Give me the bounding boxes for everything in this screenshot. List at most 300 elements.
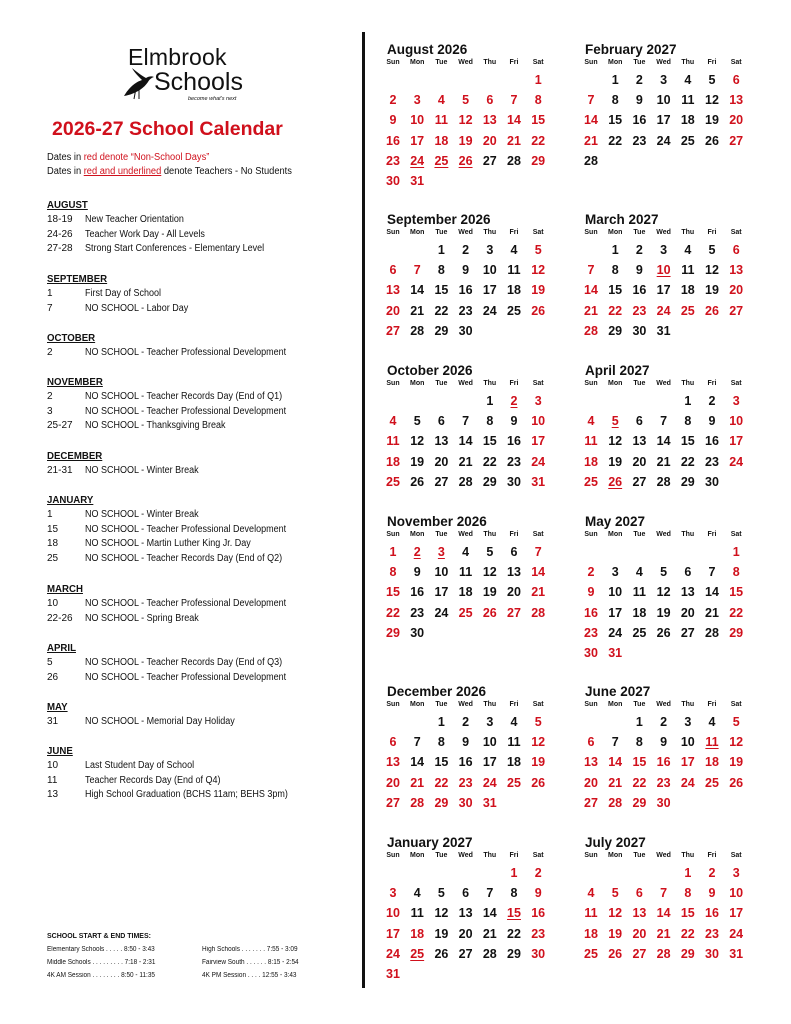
weekday-label: Sun bbox=[584, 229, 598, 236]
weekday-label: Mon bbox=[607, 229, 623, 236]
calendar-day: 6 bbox=[732, 243, 740, 257]
calendar-day: 27 bbox=[632, 946, 647, 961]
calendar-day: 23 bbox=[584, 625, 598, 640]
calendar-day: 6 bbox=[462, 886, 470, 901]
month-title: December 2026 bbox=[387, 684, 487, 699]
calendar-day: 20 bbox=[632, 454, 647, 469]
calendar-day: 6 bbox=[486, 93, 494, 108]
calendar-day: 11 bbox=[681, 93, 695, 108]
calendar-day: 18 bbox=[705, 755, 719, 770]
calendar-day: 25 bbox=[458, 605, 473, 620]
calendar-day: 10 bbox=[608, 585, 623, 600]
calendar-day: 30 bbox=[584, 646, 598, 660]
weekday-label: Sun bbox=[386, 701, 400, 708]
calendar-day: 26 bbox=[482, 605, 497, 620]
calendar-day: 17 bbox=[680, 755, 695, 770]
calendar-day: 8 bbox=[389, 565, 397, 580]
calendar-day: 12 bbox=[531, 735, 546, 750]
calendar-day: 10 bbox=[729, 886, 744, 901]
weekday-label: Wed bbox=[458, 380, 473, 387]
calendar-day: 16 bbox=[410, 585, 425, 600]
calendar-day: 23 bbox=[656, 775, 671, 790]
weekday-label: Fri bbox=[509, 701, 519, 708]
weekday-label: Fri bbox=[707, 229, 717, 236]
calendar-day: 30 bbox=[458, 795, 473, 810]
calendar-day: 17 bbox=[729, 434, 744, 449]
event-date: 27-28 bbox=[47, 243, 73, 254]
weekday-label: Mon bbox=[607, 531, 623, 538]
event-date: 24-26 bbox=[47, 228, 73, 240]
weekday-label: Sun bbox=[584, 701, 598, 708]
calendar-day: 18 bbox=[386, 454, 400, 469]
calendar-day: 21 bbox=[656, 454, 671, 469]
calendar-day: 16 bbox=[656, 755, 671, 770]
calendar-day: 23 bbox=[632, 133, 647, 148]
calendar-day: 14 bbox=[608, 755, 623, 770]
calendar-day: 5 bbox=[462, 93, 470, 108]
calendar-day: 17 bbox=[482, 283, 497, 298]
calendar-day: 9 bbox=[635, 263, 643, 278]
heron-logo-icon bbox=[122, 66, 156, 100]
calendar-day: 19 bbox=[482, 585, 497, 600]
calendar-day: 11 bbox=[434, 113, 448, 128]
calendar-day: 25 bbox=[680, 303, 695, 318]
calendar-day: 17 bbox=[410, 133, 425, 148]
calendar-day: 18 bbox=[584, 454, 598, 469]
legend1-red-text: red denote “Non-School Days” bbox=[83, 152, 210, 163]
weekday-label: Sun bbox=[386, 852, 400, 859]
calendar-day: 8 bbox=[611, 263, 619, 278]
calendar-day: 17 bbox=[608, 605, 623, 620]
calendar-day: 17 bbox=[386, 926, 400, 941]
event-row bbox=[47, 228, 347, 243]
calendar-day: 16 bbox=[458, 283, 473, 298]
calendar-day: 4 bbox=[635, 565, 643, 580]
weekday-label: Sat bbox=[730, 380, 742, 387]
calendar-day: 30 bbox=[705, 474, 719, 489]
event-date: 1 bbox=[47, 288, 53, 299]
calendar-day: 12 bbox=[656, 585, 671, 600]
calendar-day: 29 bbox=[608, 323, 623, 338]
calendar-day: 23 bbox=[531, 926, 546, 941]
calendar-day: 18 bbox=[507, 755, 521, 770]
calendar-day: 22 bbox=[608, 133, 623, 148]
weekday-label: Thu bbox=[483, 229, 497, 236]
calendar-day: 18 bbox=[410, 926, 425, 941]
calendar-day: 20 bbox=[458, 926, 473, 941]
calendar-day: 6 bbox=[510, 545, 518, 559]
calendar-day: 15 bbox=[680, 906, 695, 921]
calendar-day: 9 bbox=[510, 414, 518, 429]
legend2-suffix: denote Teachers - No Students bbox=[161, 166, 292, 177]
calendar-day: 26 bbox=[434, 946, 449, 961]
calendar-day: 25 bbox=[507, 775, 521, 790]
weekday-label: Sun bbox=[386, 380, 400, 387]
calendar-day: 3 bbox=[413, 93, 421, 108]
weekday-label: Thu bbox=[483, 59, 497, 66]
calendar-day: 28 bbox=[507, 153, 521, 168]
events-month-heading: MAY bbox=[47, 701, 68, 713]
weekday-label: Wed bbox=[458, 701, 473, 708]
calendar-day: 20 bbox=[680, 605, 695, 620]
calendar-day: 28 bbox=[410, 323, 425, 338]
calendar-day: 30 bbox=[386, 174, 400, 188]
events-may bbox=[47, 701, 347, 730]
event-date: 10 bbox=[47, 760, 59, 771]
events-june bbox=[47, 745, 347, 803]
calendar-day: 3 bbox=[486, 715, 494, 729]
legend-teachers-only bbox=[47, 166, 292, 177]
weekday-label: Fri bbox=[509, 852, 519, 859]
calendar-day: 28 bbox=[482, 946, 497, 961]
calendar-day: 11 bbox=[584, 906, 598, 921]
calendar-day: 6 bbox=[389, 263, 397, 278]
calendar-day: 22 bbox=[680, 926, 695, 941]
event-text: NO SCHOOL - Winter Break bbox=[85, 465, 199, 476]
calendar-day: 3 bbox=[660, 243, 668, 257]
weekday-label: Sat bbox=[532, 229, 544, 236]
weekday-label: Wed bbox=[458, 229, 473, 236]
calendar-day: 7 bbox=[611, 735, 619, 750]
elmbrook-logo bbox=[122, 44, 272, 104]
month-title: April 2027 bbox=[585, 363, 650, 378]
event-text: NO SCHOOL - Teacher Professional Development bbox=[85, 347, 287, 358]
weekday-label: Mon bbox=[607, 59, 623, 66]
event-date: 1 bbox=[47, 509, 53, 520]
month-title: September 2026 bbox=[387, 212, 491, 227]
calendar-day: 11 bbox=[632, 585, 646, 600]
calendar-day: 7 bbox=[534, 545, 542, 559]
calendar-day: 11 bbox=[681, 263, 695, 278]
weekday-label: Tue bbox=[633, 701, 646, 708]
calendar-day: 9 bbox=[660, 735, 668, 750]
weekday-label: Wed bbox=[458, 531, 473, 538]
calendar-day: 27 bbox=[386, 323, 400, 338]
calendar-day: 11 bbox=[458, 565, 473, 580]
weekday-label: Mon bbox=[409, 59, 425, 66]
weekday-label: Sat bbox=[532, 852, 544, 859]
calendar-day: 15 bbox=[608, 113, 623, 128]
calendar-day: 17 bbox=[482, 755, 497, 770]
event-row bbox=[47, 612, 347, 627]
event-row bbox=[47, 671, 347, 686]
logo-text-elmbrook: Elmbrook bbox=[128, 44, 227, 70]
event-text: NO SCHOOL - Teacher Professional Development bbox=[85, 523, 287, 535]
event-date: 31 bbox=[47, 716, 59, 727]
calendar-day: 31 bbox=[729, 946, 744, 961]
event-row bbox=[47, 537, 347, 552]
calendar-day: 28 bbox=[656, 946, 671, 961]
calendar-day: 26 bbox=[608, 946, 623, 961]
event-date: 15 bbox=[47, 523, 59, 535]
calendar-day: 14 bbox=[507, 113, 521, 128]
calendar-day: 14 bbox=[584, 113, 598, 128]
calendar-day: 19 bbox=[608, 926, 623, 941]
column-divider bbox=[362, 32, 365, 988]
calendar-day: 3 bbox=[732, 394, 740, 408]
school-times-left: Elementary Schools . . . . . 8:50 - 3:43 bbox=[47, 946, 155, 953]
calendar-day: 2 bbox=[587, 565, 595, 580]
weekday-label: Sat bbox=[730, 59, 742, 66]
calendar-day: 11 bbox=[386, 434, 400, 449]
weekday-label: Fri bbox=[509, 59, 519, 66]
calendar-day: 24 bbox=[729, 926, 744, 941]
event-text: NO SCHOOL - Thanksgiving Break bbox=[85, 420, 226, 431]
calendar-day: 24 bbox=[531, 454, 546, 469]
events-august bbox=[47, 199, 347, 257]
calendar-day: 1 bbox=[732, 545, 740, 559]
calendar-day: 26 bbox=[656, 625, 671, 640]
calendar-day: 20 bbox=[729, 283, 744, 298]
weekday-label: Tue bbox=[435, 380, 448, 387]
school-times-right: 4K PM Session . . . . 12:55 - 3:43 bbox=[202, 972, 297, 979]
calendar-day: 20 bbox=[584, 775, 598, 790]
calendar-day: 17 bbox=[531, 434, 546, 449]
weekday-label: Wed bbox=[656, 531, 671, 538]
calendar-day: 9 bbox=[708, 414, 716, 429]
calendar-day: 1 bbox=[437, 715, 445, 729]
calendar-day: 21 bbox=[410, 775, 425, 790]
calendar-day: 24 bbox=[729, 454, 744, 469]
event-text: High School Graduation (BCHS 11am; BEHS 3pm) bbox=[85, 789, 288, 800]
weekday-label: Mon bbox=[607, 852, 623, 859]
calendar-day: 13 bbox=[434, 434, 449, 449]
calendar-day: 4 bbox=[684, 73, 692, 87]
calendar-day: 7 bbox=[413, 735, 421, 750]
calendar-day: 6 bbox=[732, 73, 740, 87]
event-date: 25 bbox=[47, 552, 59, 564]
calendar-day: 15 bbox=[729, 585, 744, 600]
left-panel bbox=[0, 0, 362, 1024]
calendar-day: 20 bbox=[729, 113, 744, 128]
calendar-day: 13 bbox=[680, 585, 695, 600]
calendar-day: 3 bbox=[660, 73, 668, 87]
events-month-heading: JUNE bbox=[47, 745, 73, 757]
event-text: Teacher Records Day (End of Q4) bbox=[85, 774, 221, 786]
calendar-day: 26 bbox=[729, 775, 744, 790]
calendar-day: 1 bbox=[486, 394, 494, 408]
legend-non-school bbox=[47, 152, 209, 163]
calendar-day: 25 bbox=[584, 474, 598, 489]
weekday-label: Thu bbox=[681, 380, 695, 387]
calendar-day: 10 bbox=[482, 735, 497, 750]
calendar-day: 21 bbox=[482, 926, 497, 941]
calendar-day: 15 bbox=[482, 434, 497, 449]
calendar-day: 19 bbox=[531, 755, 546, 770]
calendar-day: 21 bbox=[410, 303, 425, 318]
calendar-day: 23 bbox=[705, 926, 719, 941]
event-text: NO SCHOOL - Labor Day bbox=[85, 302, 189, 314]
event-text: NO SCHOOL - Teacher Records Day (End of Q3) bbox=[85, 657, 283, 668]
weekday-label: Wed bbox=[656, 59, 671, 66]
calendar-day: 20 bbox=[507, 585, 521, 600]
calendar-day: 13 bbox=[507, 565, 521, 580]
events-april bbox=[47, 642, 347, 685]
calendar-day: 31 bbox=[410, 174, 425, 188]
event-text: Strong Start Conferences - Elementary Level bbox=[85, 243, 265, 254]
calendar-day: 24 bbox=[386, 946, 400, 961]
calendar-day: 28 bbox=[608, 795, 623, 810]
events-january bbox=[47, 494, 347, 566]
calendar-day: 20 bbox=[434, 454, 449, 469]
calendar-day: 27 bbox=[434, 474, 449, 489]
weekday-label: Sun bbox=[584, 852, 598, 859]
calendar-day: 16 bbox=[507, 434, 521, 449]
calendar-day: 9 bbox=[462, 263, 470, 278]
calendar-day: 5 bbox=[534, 243, 542, 257]
event-date: 7 bbox=[47, 302, 53, 314]
calendar-day: 29 bbox=[434, 795, 449, 810]
weekday-label: Mon bbox=[409, 531, 425, 538]
calendar-day: 28 bbox=[410, 795, 425, 810]
calendar-day: 29 bbox=[482, 474, 497, 489]
calendar-day: 12 bbox=[458, 113, 473, 128]
calendar-day: 3 bbox=[611, 565, 619, 580]
calendar-day: 10 bbox=[386, 906, 400, 921]
calendar-day: 31 bbox=[386, 967, 400, 981]
weekday-label: Thu bbox=[483, 852, 497, 859]
calendar-day: 14 bbox=[656, 906, 671, 921]
event-text: NO SCHOOL - Teacher Records Day (End of Q2) bbox=[85, 552, 283, 564]
calendar-day: 31 bbox=[656, 323, 671, 338]
events-month-heading: AUGUST bbox=[47, 199, 88, 211]
calendar-day: 5 bbox=[732, 715, 740, 729]
calendar-day: 15 bbox=[434, 283, 449, 298]
calendar-day: 13 bbox=[386, 283, 400, 298]
event-date: 26 bbox=[47, 671, 59, 683]
weekday-label: Tue bbox=[633, 380, 646, 387]
calendar-day: 13 bbox=[729, 93, 744, 108]
event-date: 25-27 bbox=[47, 420, 73, 431]
event-date: 13 bbox=[47, 789, 59, 800]
calendar-day: 2 bbox=[462, 715, 470, 729]
calendar-day: 18 bbox=[632, 605, 647, 620]
calendar-day: 2 bbox=[708, 394, 716, 408]
calendar-day: 16 bbox=[386, 133, 400, 148]
event-text: First Day of School bbox=[85, 288, 162, 299]
calendar-day: 7 bbox=[708, 565, 716, 580]
calendar-day: 25 bbox=[584, 946, 598, 961]
calendar-day: 12 bbox=[531, 263, 546, 278]
calendar-day: 1 bbox=[611, 243, 619, 257]
calendar-day: 6 bbox=[587, 735, 595, 750]
event-row bbox=[47, 405, 347, 420]
weekday-label: Tue bbox=[633, 852, 646, 859]
calendar-day: 25 bbox=[434, 153, 449, 168]
calendar-day: 29 bbox=[434, 323, 449, 338]
event-row bbox=[47, 508, 347, 523]
calendar-day: 8 bbox=[732, 565, 740, 580]
calendar-day: 16 bbox=[584, 605, 598, 620]
calendar-day: 31 bbox=[608, 646, 623, 660]
calendar-day: 28 bbox=[656, 474, 671, 489]
weekday-label: Thu bbox=[483, 380, 497, 387]
weekday-label: Thu bbox=[681, 59, 695, 66]
events-december bbox=[47, 450, 347, 479]
calendar-day: 9 bbox=[708, 886, 716, 901]
calendar-day: 20 bbox=[386, 775, 400, 790]
calendar-day: 7 bbox=[510, 93, 518, 108]
calendar-day: 1 bbox=[611, 73, 619, 87]
calendar-day: 6 bbox=[635, 414, 643, 429]
calendar-day: 7 bbox=[660, 886, 668, 901]
weekday-label: Thu bbox=[483, 701, 497, 708]
weekday-label: Wed bbox=[458, 59, 473, 66]
weekday-label: Thu bbox=[681, 531, 695, 538]
weekday-label: Mon bbox=[409, 701, 425, 708]
calendar-day: 9 bbox=[389, 113, 397, 128]
logo-tagline: become what's next bbox=[188, 96, 237, 102]
calendar-day: 31 bbox=[482, 795, 497, 810]
weekday-label: Sat bbox=[730, 701, 742, 708]
calendar-day: 19 bbox=[729, 755, 744, 770]
event-text: Last Student Day of School bbox=[85, 760, 195, 771]
calendar-day: 13 bbox=[729, 263, 744, 278]
event-date: 2 bbox=[47, 347, 53, 358]
calendar-day: 23 bbox=[458, 303, 473, 318]
calendar-day: 20 bbox=[386, 303, 400, 318]
calendar-day: 20 bbox=[482, 133, 497, 148]
event-date: 11 bbox=[47, 774, 58, 786]
calendar-day: 13 bbox=[458, 906, 473, 921]
weekday-label: Sat bbox=[532, 701, 544, 708]
calendar-day: 27 bbox=[680, 625, 695, 640]
calendar-day: 28 bbox=[584, 153, 598, 168]
calendar-day: 18 bbox=[434, 133, 449, 148]
weekday-label: Sun bbox=[584, 380, 598, 387]
calendar-day: 3 bbox=[437, 545, 445, 559]
weekday-label: Sun bbox=[386, 59, 400, 66]
calendar-day: 19 bbox=[531, 283, 546, 298]
calendar-day: 8 bbox=[437, 735, 445, 750]
calendar-day: 2 bbox=[708, 866, 716, 880]
weekday-label: Mon bbox=[409, 229, 425, 236]
calendar-day: 27 bbox=[507, 605, 521, 620]
calendar-day: 7 bbox=[587, 263, 595, 278]
calendar-day: 17 bbox=[656, 113, 671, 128]
calendar-day: 27 bbox=[729, 303, 744, 318]
calendar-day: 11 bbox=[507, 735, 521, 750]
calendar-day: 26 bbox=[705, 303, 719, 318]
calendar-day: 18 bbox=[458, 585, 473, 600]
calendar-day: 17 bbox=[434, 585, 449, 600]
calendar-day: 7 bbox=[660, 414, 668, 429]
calendar-day: 7 bbox=[486, 886, 494, 901]
calendar-day: 12 bbox=[482, 565, 497, 580]
calendar-day: 1 bbox=[684, 866, 692, 880]
calendar-day: 24 bbox=[482, 775, 497, 790]
weekday-label: Sat bbox=[730, 229, 742, 236]
calendar-day: 23 bbox=[386, 153, 400, 168]
calendar-day: 2 bbox=[510, 394, 518, 408]
calendar-day: 26 bbox=[410, 474, 425, 489]
events-month-heading: SEPTEMBER bbox=[47, 273, 108, 285]
event-date: 21-31 bbox=[47, 465, 73, 476]
calendar-day: 31 bbox=[531, 474, 546, 489]
events-september bbox=[47, 273, 347, 316]
weekday-label: Sat bbox=[532, 531, 544, 538]
calendar-day: 25 bbox=[507, 303, 521, 318]
legend2-red-underlined-text: red and underlined bbox=[83, 166, 162, 177]
calendar-day: 24 bbox=[482, 303, 497, 318]
calendar-day: 12 bbox=[410, 434, 425, 449]
calendar-day: 1 bbox=[437, 243, 445, 257]
calendar-day: 13 bbox=[386, 755, 400, 770]
weekday-label: Thu bbox=[681, 852, 695, 859]
calendar-day: 29 bbox=[680, 474, 695, 489]
calendar-day: 4 bbox=[510, 715, 518, 729]
calendar-day: 10 bbox=[680, 735, 695, 750]
